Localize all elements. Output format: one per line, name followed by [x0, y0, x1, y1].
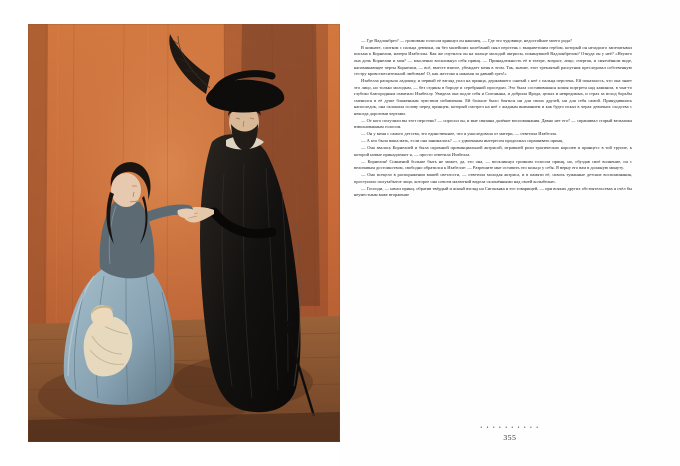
paragraph: — От кого получили вы этот перстень? — спросил он, и мне связаны далёкие воспоминания. Давно нет его? — спрашивал старый вельможа взволнованным голосом.: [354, 117, 632, 130]
paragraph: — Он у меня с самого детства, это единственное, что я унаследовала от матери, — ответила Изабелла.: [361, 131, 558, 137]
body-text-column: [354, 38, 632, 199]
paragraph: — Оно всецело в распоряжении вашей светлости, — ответила молодая актриса, и в памяти её, сквозь туманные детские воспоминания, проступило полузабытое лицо, которое она совсем малюткой видела склонёнными над своей колыбелью.: [354, 172, 632, 184]
paragraph: — Где Вадлонбрез? — громовым голосом крикнул он наконец. — Где это чудовище, недостойное моего рода?: [361, 38, 572, 43]
book-illustration: [28, 24, 340, 442]
illustration-artwork: [28, 24, 340, 442]
folio: [340, 426, 680, 442]
paragraph: В комнате, слитком с пальца девчики, он без малейших колебаний снял перстень с выцыветшим гербом, который он незадолго запечатывал письма к Корнелии, матери Изабеллы. Как же очутился он на пальце молодой актрисы, покинувшей Вадлонбрезом? Откуда он у неё? «Неужто она дочь Корнелии и моя? — мысленно воскликнул себя принц. — Принадлежность её в театре, возраст, лицо, очертая, и смягчённом виде, напоминающее черты Корнелии, — всё, вместе взятое, убеждает меня в этом. Так, значит, этот треклятый распутник преследовал собственную сестру кровосмесительной любовью! О, как жестоко я наказан за давний грех!»: [354, 44, 632, 77]
folio-ornament: • • • • • • • • • •: [480, 426, 540, 431]
right-page: [340, 0, 680, 466]
paragraph: — Корнелия! Сомнений больше быть не может, да, это она, — воскликнул громким голосом принц, но, обуздав своё волнение, он с величавым достоинством, свободно обратился к Изабелле: — Разрешите мне оставить это кольцо у себя. Я верну его вам в должную минуту.: [354, 158, 632, 171]
paragraph: — Господи, — начал принц, обратив твёрдый и ясный взгляд на Сигоньяка и его товарищей, — при всяких других обстоятельствах я счёл бы неуместным важе вторжение: [354, 185, 632, 198]
page-number: 355: [503, 433, 517, 442]
paragraph: — А кто была ваша мать, если она занималась? — с удвоенным интересом продолжал спрашивать принц.: [361, 138, 564, 144]
paragraph: Изабелла раскрыла ладошку, и первый её взгляд упал на принца, державшего снятый с неё с пальца перстень. Ей показалось, что она знает это лицо, но только молодым, — без седины в бороде и серебряной проседью. Это была составившаяся копия портрета над камином, в чьм-то глубоко благородным охватило Изабеллу. Увидела она подле себя и Сигоньяка, и добрила Ирода, целых и невредимых, и страх за исход борьбы сменился в её душе блаженным чувством избавления. Ей больше было бояться ни для своих друзей, ни для себя самой. Принудившись напоследок, она склонила голову перед принцем, который смотрел на неё с жадным вниманием и как будто искал в черах девичьих сходства с некогда дорогими чертами.: [354, 78, 632, 116]
paragraph: — Она звалась Корнелией и была скромной провинциальной актрисой, игравшей роли трагических королев и принцесс в той труппе, к которой новые принадлежит я, — просто ответила Изабелла.: [354, 145, 632, 157]
